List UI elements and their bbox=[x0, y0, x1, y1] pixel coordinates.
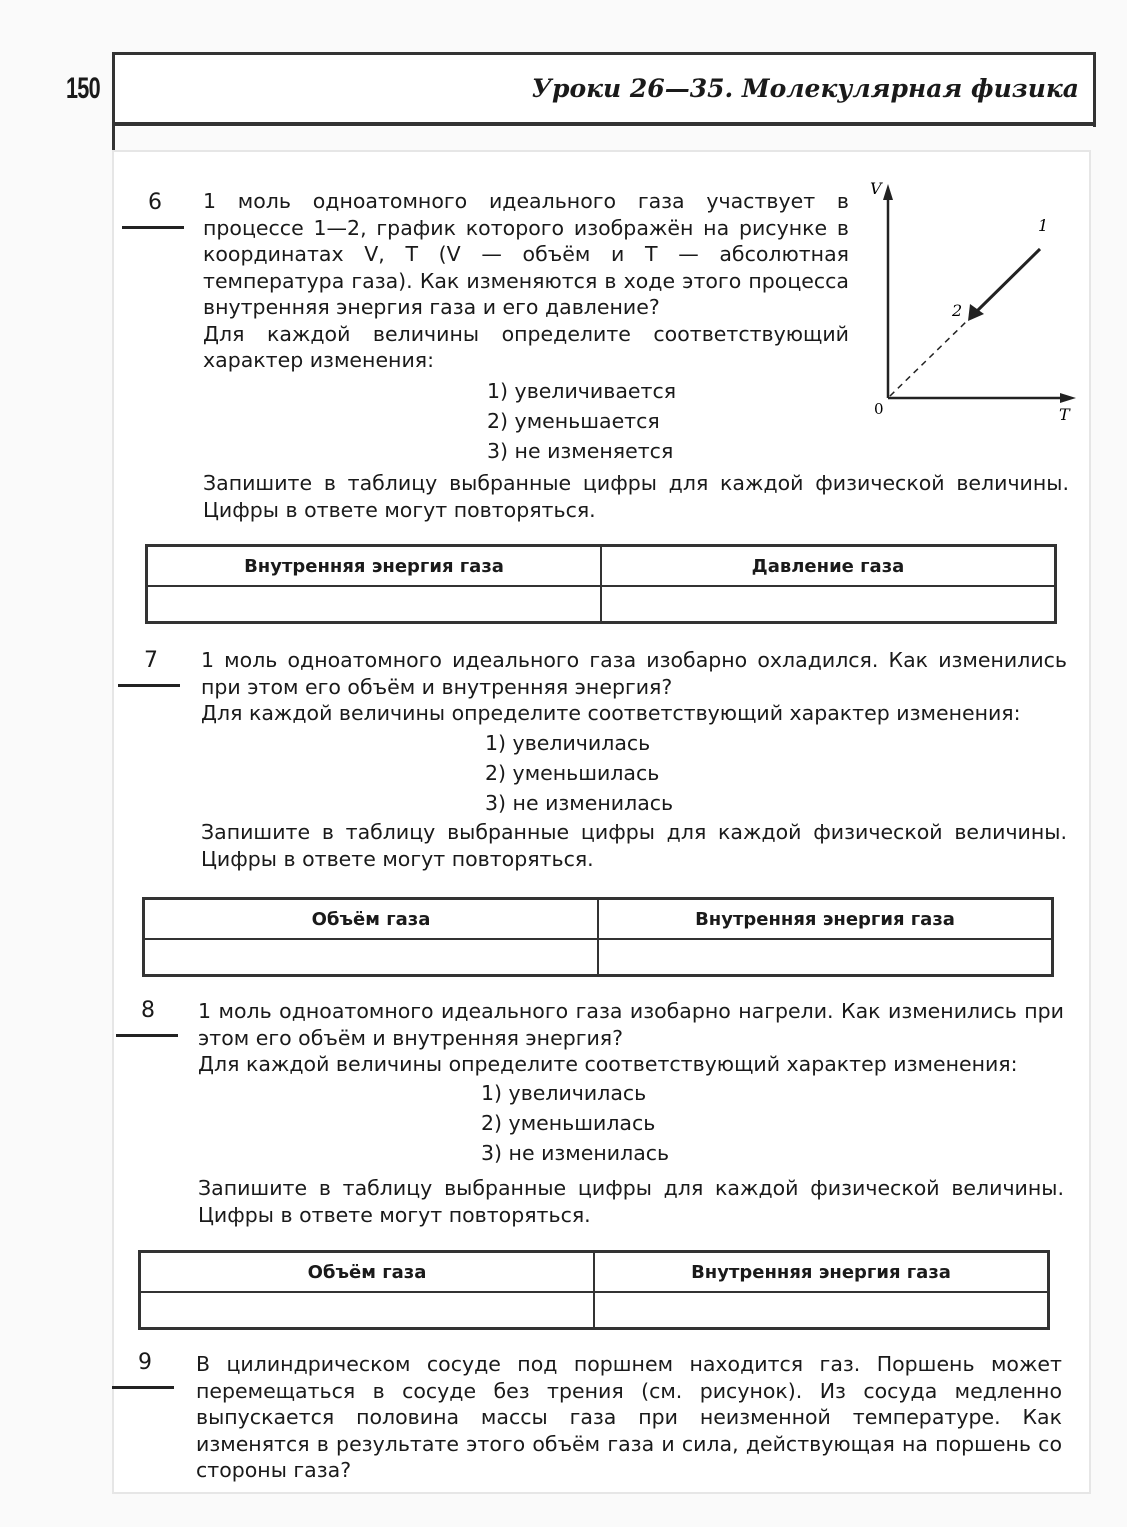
task-paragraph: Для каждой величины определите соответствующий характер изменения: bbox=[198, 1052, 1018, 1076]
x-axis-arrow-icon bbox=[1060, 393, 1076, 403]
task-marker-rule bbox=[116, 1034, 178, 1037]
option-item: 1) увеличилась bbox=[485, 731, 651, 755]
task-marker-rule bbox=[118, 684, 180, 687]
answer-cell[interactable] bbox=[594, 1292, 1049, 1329]
answer-cell[interactable] bbox=[140, 1292, 595, 1329]
table-header-cell: Внутренняя энергия газа bbox=[594, 1252, 1049, 1293]
option-item: 3) не изменилась bbox=[485, 791, 674, 815]
option-item: 2) уменьшилась bbox=[481, 1111, 656, 1135]
y-axis-arrow-icon bbox=[883, 184, 893, 200]
y-axis-label: V bbox=[870, 179, 882, 198]
option-item: 1) увеличивается bbox=[487, 379, 677, 403]
task-paragraph: 1 моль одноатомного идеального газа изобарно охладился. Как изменились при этом его объём и внутренняя энергия? bbox=[201, 648, 1067, 699]
task-text bbox=[203, 188, 849, 374]
option-item: 3) не изменилась bbox=[481, 1141, 670, 1165]
option-item: 2) уменьшается bbox=[487, 409, 660, 433]
task-instruction: Запишите в таблицу выбранные цифры для каждой физической величины. Цифры в ответе могут повторяться. bbox=[203, 471, 1069, 522]
task-paragraph: 1 моль одноатомного идеального газа участвует в процессе 1—2, график которого изображён на рисунке в координатах V, T (V — объём и T — абсолютная температура газа). Как изменяются в ходе этого процесса внутренняя энергия газа и его давление? bbox=[203, 189, 849, 319]
x-axis-label: T bbox=[1059, 405, 1070, 424]
task-instruction: Запишите в таблицу выбранные цифры для каждой физической величины. Цифры в ответе могут повторяться. bbox=[198, 1176, 1064, 1227]
options-list bbox=[485, 728, 673, 818]
table-header-cell: Внутренняя энергия газа bbox=[147, 546, 602, 587]
answer-table bbox=[145, 544, 1057, 624]
task-marker-rule bbox=[112, 1386, 174, 1389]
table-header-cell: Внутренняя энергия газа bbox=[598, 899, 1053, 940]
answer-cell[interactable] bbox=[601, 586, 1056, 623]
answer-cell[interactable] bbox=[598, 939, 1053, 976]
point-2-label: 2 bbox=[952, 301, 963, 320]
page-number: 150 bbox=[66, 72, 100, 105]
task-paragraph: 1 моль одноатомного идеального газа изобарно нагрели. Как изменились при этом его объём и внутренняя энергия? bbox=[198, 999, 1064, 1050]
task-text bbox=[196, 1351, 1062, 1484]
answer-table bbox=[138, 1250, 1050, 1330]
task-paragraph: В цилиндрическом сосуде под поршнем находится газ. Поршень может перемещаться в сосуде без трения (см. рисунок). Из сосуда медленно выпускается половина массы газа при неизменной температуре. Как изменятся в результате этого объём газа и сила, действующая на поршень со стороны газа? bbox=[196, 1352, 1062, 1482]
process-line bbox=[976, 249, 1040, 312]
task-number: 7 bbox=[144, 648, 158, 673]
table-header-cell: Объём газа bbox=[140, 1252, 595, 1293]
task-number: 9 bbox=[138, 1350, 152, 1375]
answer-cell[interactable] bbox=[144, 939, 599, 976]
answer-table bbox=[142, 897, 1054, 977]
table-header-cell: Давление газа bbox=[601, 546, 1056, 587]
point-1-label: 1 bbox=[1038, 216, 1049, 235]
task-paragraph: Для каждой величины определите соответствующий характер изменения: bbox=[203, 321, 849, 372]
task-number: 6 bbox=[148, 190, 162, 215]
dashed-extension bbox=[890, 320, 968, 396]
task-number: 8 bbox=[141, 998, 155, 1023]
option-item: 2) уменьшилась bbox=[485, 761, 660, 785]
task-text bbox=[198, 998, 1064, 1078]
origin-label: 0 bbox=[874, 400, 884, 418]
page-title: Уроки 26—35. Молекулярная физика bbox=[531, 74, 1079, 103]
vt-graph bbox=[866, 176, 1081, 426]
options-list bbox=[481, 1078, 669, 1168]
task-marker-rule bbox=[122, 226, 184, 229]
task-text bbox=[201, 647, 1067, 727]
option-item: 3) не изменяется bbox=[487, 439, 674, 463]
header-divider-left bbox=[112, 124, 115, 154]
option-item: 1) увеличилась bbox=[481, 1081, 647, 1105]
options-list bbox=[487, 376, 676, 466]
task-instruction: Запишите в таблицу выбранные цифры для каждой физической величины. Цифры в ответе могут повторяться. bbox=[201, 820, 1067, 871]
answer-cell[interactable] bbox=[147, 586, 602, 623]
header-divider bbox=[112, 122, 1094, 126]
task-paragraph: Для каждой величины определите соответствующий характер изменения: bbox=[201, 701, 1021, 725]
table-header-cell: Объём газа bbox=[144, 899, 599, 940]
